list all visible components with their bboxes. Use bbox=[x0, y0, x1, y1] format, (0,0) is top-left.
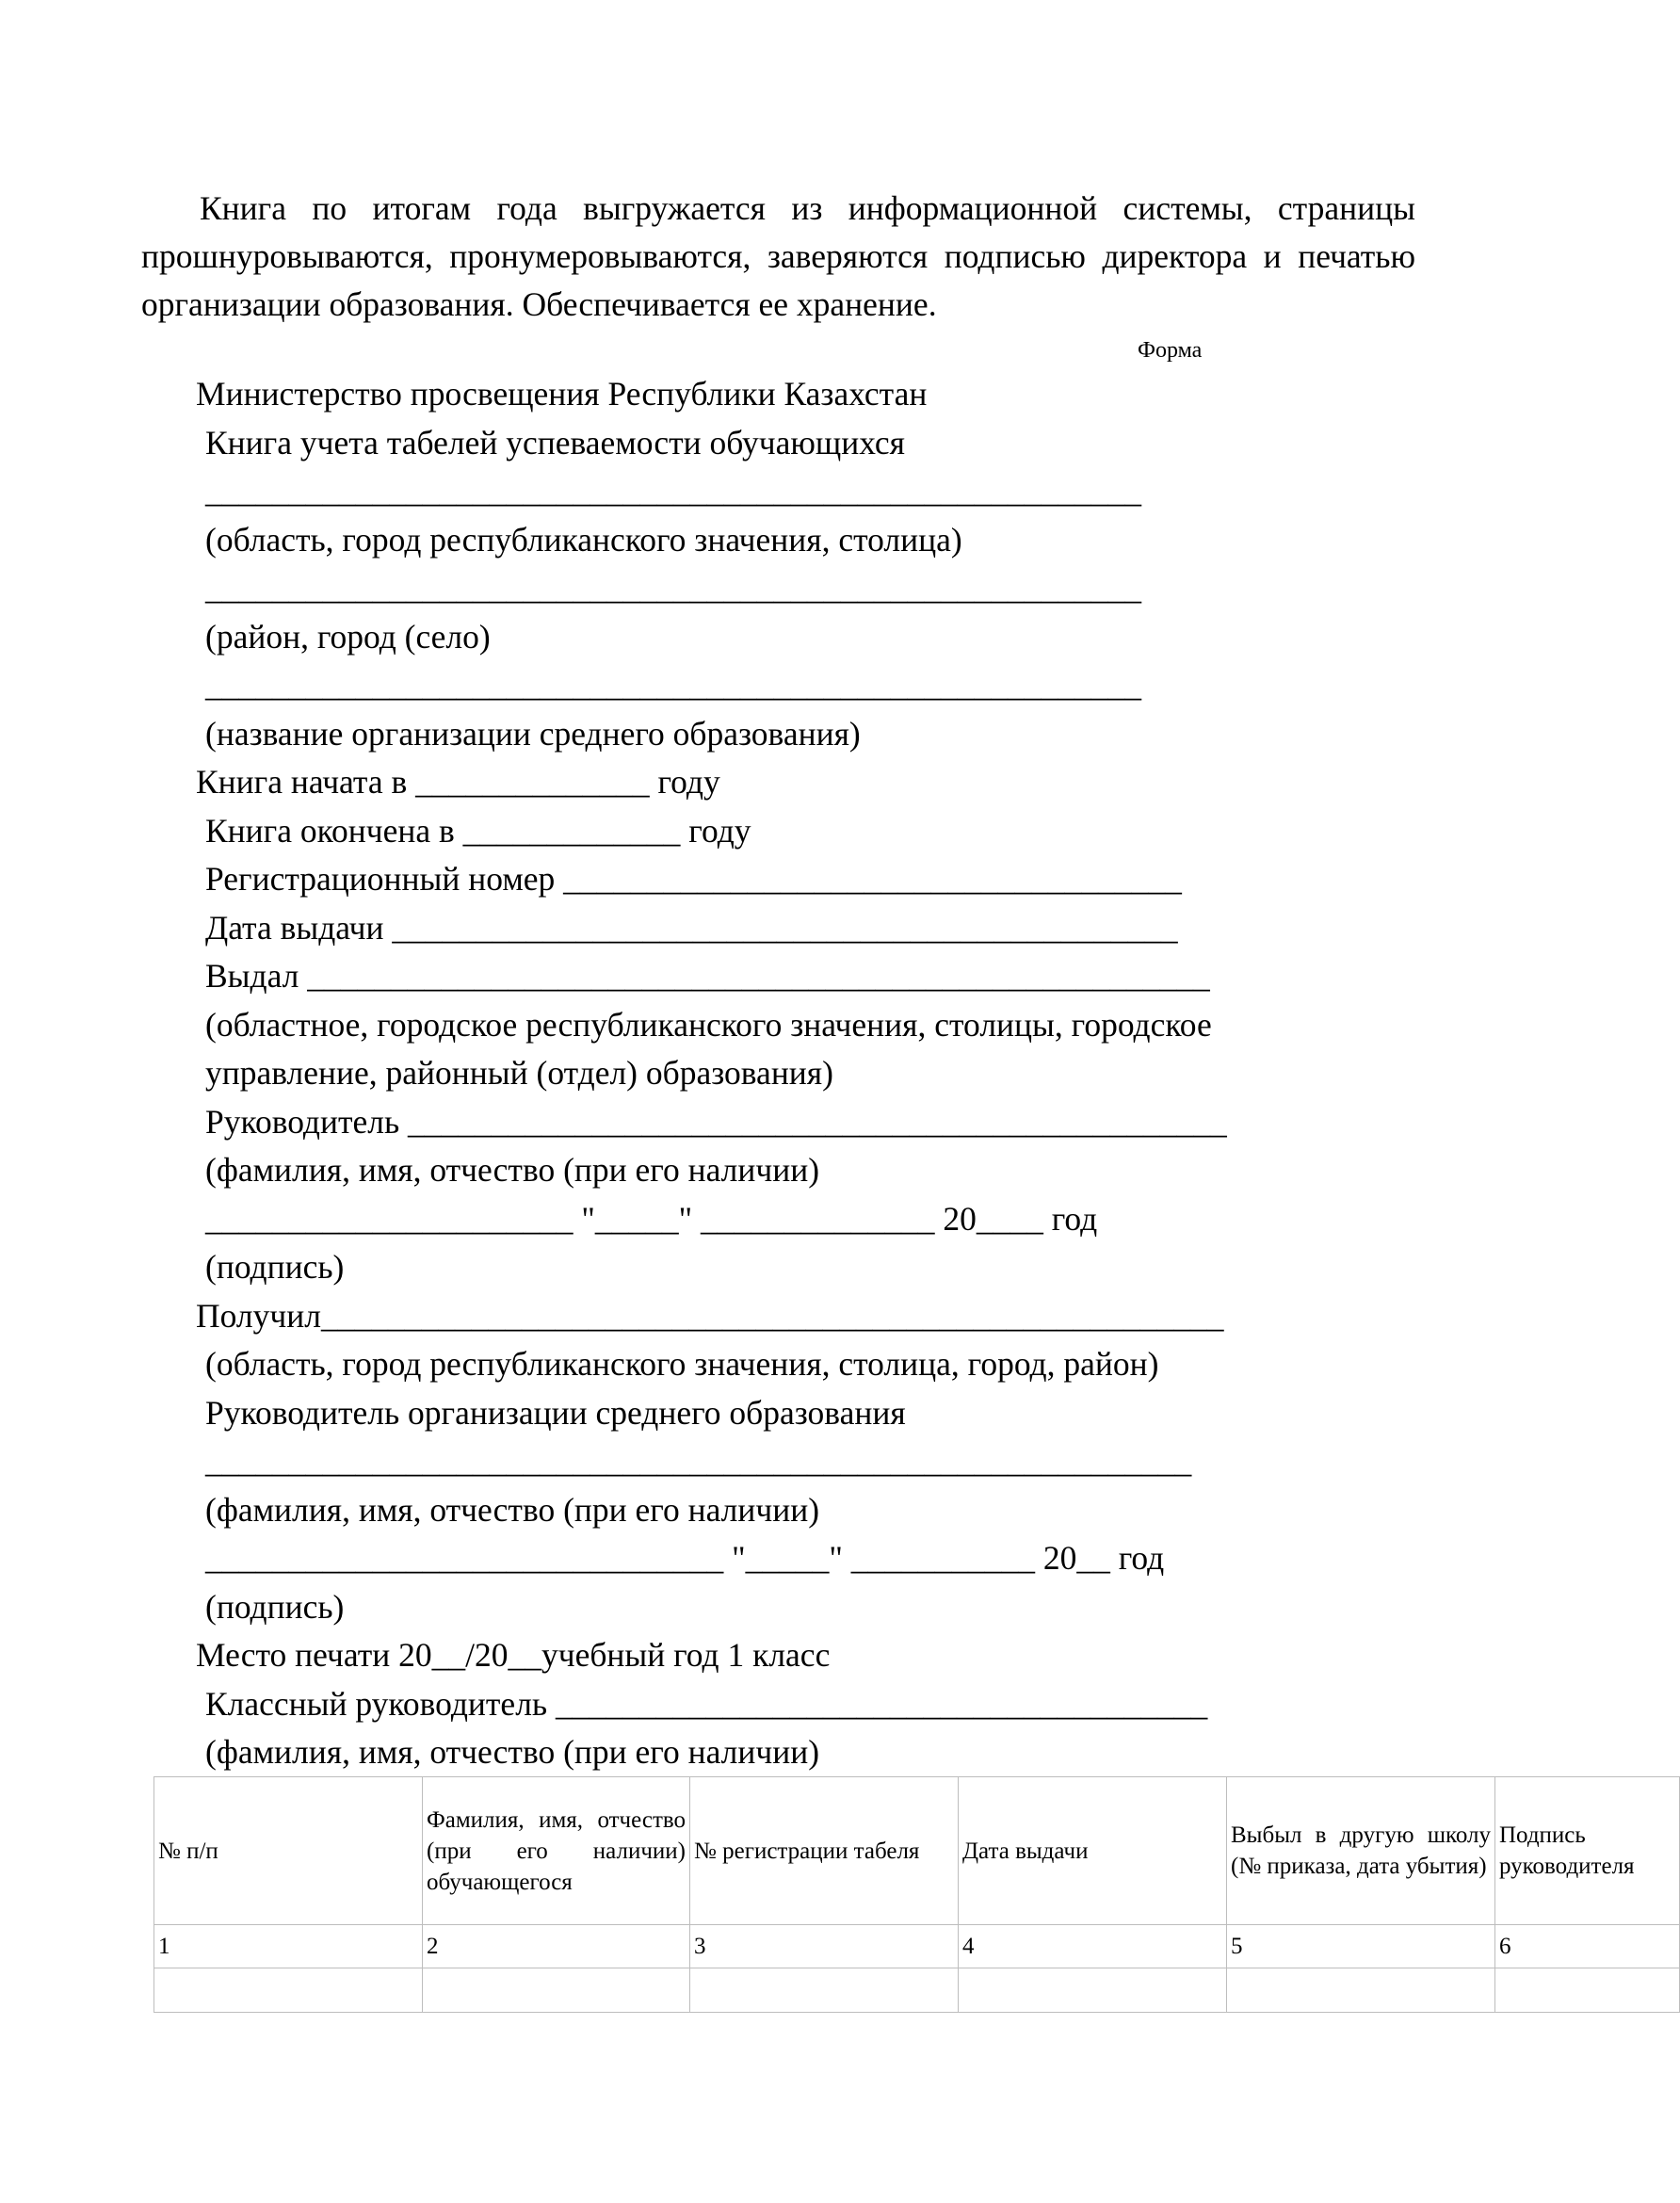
seal-year-class-line: Место печати 20__/20__учебный год 1 класс bbox=[196, 1636, 831, 1674]
empty-cell bbox=[1495, 1968, 1680, 2013]
received-caption: (область, город республиканского значения, столица, город, район) bbox=[205, 1345, 1159, 1383]
region-caption: (область, город республиканского значения, столица) bbox=[205, 521, 962, 559]
district-caption: (район, город (село) bbox=[205, 618, 491, 656]
number-cell: 1 bbox=[154, 1925, 423, 1968]
head-sign-line: ______________________ "_____" ______________ 20____ год bbox=[205, 1200, 1098, 1238]
number-cell: 3 bbox=[690, 1925, 959, 1968]
empty-cell bbox=[1227, 1968, 1495, 2013]
number-cell: 4 bbox=[959, 1925, 1227, 1968]
header-cell-number: № п/п bbox=[154, 1777, 423, 1925]
book-started-line: Книга начата в ______________ году bbox=[196, 763, 720, 801]
district-blank-line: ________________________________________________________ bbox=[205, 569, 1141, 607]
issuer-caption-2: управление, районный (отдел) образования) bbox=[205, 1054, 833, 1092]
school-head-fio-caption: (фамилия, имя, отчество (при его наличии) bbox=[205, 1491, 820, 1529]
number-cell: 6 bbox=[1495, 1925, 1680, 1968]
book-finished-line: Книга окончена в _____________ году bbox=[205, 812, 751, 850]
number-cell: 2 bbox=[423, 1925, 690, 1968]
org-caption: (название организации среднего образования) bbox=[205, 715, 861, 753]
number-cell: 5 bbox=[1227, 1925, 1495, 1968]
ministry-title: Министерство просвещения Республики Казахстан bbox=[196, 375, 928, 413]
register-table bbox=[153, 1776, 1680, 2013]
school-head-sign-line: _______________________________ "_____" ___________ 20__ год bbox=[205, 1539, 1165, 1577]
form-label: Форма bbox=[1138, 338, 1203, 363]
reg-number-line: Регистрационный номер _____________________________________ bbox=[205, 860, 1182, 898]
head-fio-caption: (фамилия, имя, отчество (при его наличии) bbox=[205, 1151, 820, 1189]
empty-cell bbox=[154, 1968, 423, 2013]
empty-cell bbox=[959, 1968, 1227, 2013]
school-head-sign-caption: (подпись) bbox=[205, 1588, 345, 1626]
org-blank-line: ________________________________________________________ bbox=[205, 666, 1141, 704]
issued-by-line: Выдал ______________________________________________________ bbox=[205, 957, 1210, 995]
intro-paragraph: Книга по итогам года выгружается из информационной системы, страницы прошнуровываются, пронумеровываются, заверяются подписью директора и печатью организации образования. Обеспечивается ее хранение. bbox=[141, 189, 1415, 323]
header-cell-transferred: Выбыл в другую школу (№ приказа, дата убытия) bbox=[1227, 1777, 1495, 1925]
head-line: Руководитель _________________________________________________ bbox=[205, 1103, 1227, 1141]
class-teacher-fio-caption: (фамилия, имя, отчество (при его наличии) bbox=[205, 1733, 820, 1771]
register-table-wrapper bbox=[153, 1776, 1635, 2013]
table-header-row bbox=[154, 1777, 1680, 1925]
empty-cell bbox=[423, 1968, 690, 2013]
table-row bbox=[154, 1925, 1680, 1968]
head-sign-caption: (подпись) bbox=[205, 1248, 345, 1286]
school-head-blank-line: ___________________________________________________________ bbox=[205, 1442, 1192, 1480]
header-cell-signature: Подпись руководителя bbox=[1495, 1777, 1680, 1925]
header-cell-issue-date: Дата выдачи bbox=[959, 1777, 1227, 1925]
header-cell-reg-number: № регистрации табеля bbox=[690, 1777, 959, 1925]
school-head-title: Руководитель организации среднего образования bbox=[205, 1394, 906, 1432]
region-blank-line: ________________________________________________________ bbox=[205, 472, 1141, 510]
book-title: Книга учета табелей успеваемости обучающихся bbox=[205, 424, 906, 462]
header-cell-student-name: Фамилия, имя, отчество (при его наличии) обучающегося bbox=[423, 1777, 690, 1925]
received-line: Получил______________________________________________________ bbox=[196, 1297, 1224, 1335]
class-teacher-line: Классный руководитель _______________________________________ bbox=[205, 1685, 1208, 1723]
table-row bbox=[154, 1968, 1680, 2013]
issuer-caption-1: (областное, городское республиканского значения, столицы, городское bbox=[205, 1006, 1212, 1044]
issue-date-line: Дата выдачи _______________________________________________ bbox=[205, 909, 1178, 947]
empty-cell bbox=[690, 1968, 959, 2013]
